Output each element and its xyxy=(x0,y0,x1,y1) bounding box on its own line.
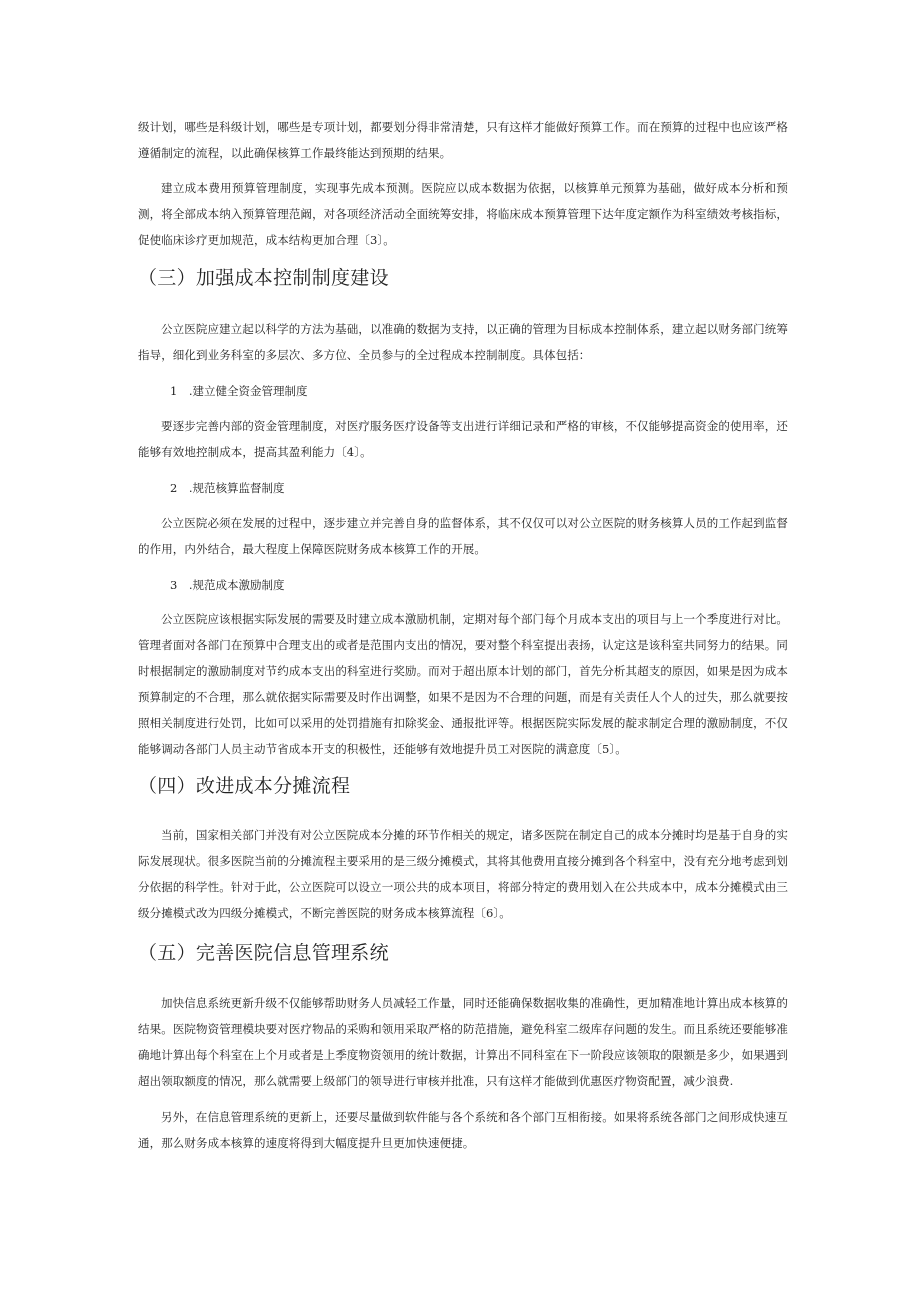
section-5 xyxy=(138,940,788,966)
continuation-paragraph-block xyxy=(138,114,788,166)
continuation-paragraph: 级计划，哪些是科级计划，哪些是专项计划，都要划分得非常清楚，只有这样才能做好预算工作。而在预算的过程中也应该严格遵循制定的流程，以此确保核算工作最终能达到预期的结果。 xyxy=(138,120,788,160)
section-4-title: （四）改进成本分摊流程 xyxy=(138,775,351,797)
item-3-text: 公立医院应该根据实际发展的需要及时建立成本激励机制，定期对每个部门每个月成本支出的项目与上一个季度进行对比。管理者面对各部门在预算中合理支出的或者是范围内支出的情况，要对整个科室提出表扬，认定这是该科室共同努力的结果。同时根据制定的激励制度对节约成本支出的科室进行奖励。而对于超出原本计划的部门，首先分析其超支的原因，如果是因为成本预算制定的不合理，那么就依据实际需要及时作出调整，如果不是因为不合理的问题，而是有关责任人个人的过失，那么就要按照相关制度进行处罚，比如可以采用的处罚措施有扣除奖金、通报批评等。根据医院实际发展的靛求制定合理的激励制度，不仅能够调动各部门人员主动节省成本开支的积极性，还能够有效地提升员工对医院的满意度〔5〕。 xyxy=(138,612,788,756)
item-2-text-block xyxy=(138,510,788,562)
item-1-heading-block xyxy=(138,381,788,401)
item-3-heading-block xyxy=(138,575,788,595)
item-1-heading: 1 .建立健全资金管理制度 xyxy=(170,384,308,398)
section-5-text1-block xyxy=(138,990,788,1094)
item-2-heading-block xyxy=(138,478,788,498)
item-1-text: 要逐步完善内部的资金管理制度，对医疗服务医疗设备等支出进行详细记录和严格的审核，不仅能够提高资金的使用率，还能够有效地控制成本，提高其盈利能力〔4〕。 xyxy=(138,419,788,459)
section-4-text: 当前，国家相关部门并没有对公立医院成本分摊的环节作相关的规定，诸多医院在制定自己的成本分摊时均是基于自身的实际发展现状。很多医院当前的分摊流程主要采用的是三级分摊模式，其将其他费用直接分摊到各个科室中，没有充分地考虑到划分依据的科学性。针对于此，公立医院可以设立一项公共的成本项目，将部分特定的费用划入在公共成本中，成本分摊模式由三级分摊模式改为四级分摊模式，不断完善医院的财务成本核算流程〔6〕。 xyxy=(138,828,788,920)
budget-paragraph: 建立成本费用预算管理制度，实现事先成本预测。医院应以成本数据为依据，以核算单元预算为基础，做好成本分析和预测，将全部成本纳入预算管理范阚，对各项经济活动全面统筹安排，将临床成本预算管理下达年度定额作为科室绩效考核指标，促使临床诊疗更加规范，成本结构更加合理〔3〕。 xyxy=(138,181,788,247)
section-4-text-block xyxy=(138,822,788,926)
section-4 xyxy=(138,773,788,799)
section-5-title: （五）完善医院信息管理系统 xyxy=(138,942,389,964)
section-3-title: （三）加强成本控制制度建设 xyxy=(138,267,389,289)
section-3-intro-block xyxy=(138,316,788,368)
budget-paragraph-block xyxy=(138,175,788,253)
section-5-text2-block xyxy=(138,1104,788,1156)
section-3 xyxy=(138,265,788,291)
section-5-text1: 加快信息系统更新升级不仅能够帮助财务人员减轻工作量，同时还能确保数据收集的准确性，更加精准地计算出成本核算的结果。医院物资管理模块要对医疗物品的采购和领用采取严格的防范措施，避免科室二级库存问题的发生。而且系统还要能够准确地计算出每个科室在上个月或者是上季度物资领用的统计数据，计算出不同科室在下一阶段应该领取的限额是多少，如果遇到超出领取额度的情况，那么就需要上级部门的领导进行审核并批准，只有这样才能做到优惠医疗物资配置，减少浪费. xyxy=(138,996,788,1088)
item-3-text-block xyxy=(138,606,788,762)
item-1-text-block xyxy=(138,413,788,465)
item-3-heading: 3 .规范成本激励制度 xyxy=(170,578,285,592)
section-3-intro: 公立医院应建立起以科学的方法为基础，以准确的数据为支持，以正确的管理为目标成本控制体系，建立起以财务部门统筹指导，细化到业务科室的多层次、多方位、全员参与的全过程成本控制制度。具体包括： xyxy=(138,322,788,362)
item-2-text: 公立医院必须在发展的过程中，逐步建立并完善自身的监督体系，其不仅仅可以对公立医院的财务核算人员的工作起到监督的作用，内外结合，最大程度上保障医院财务成本核算工作的开展。 xyxy=(138,516,788,556)
item-2-heading: 2 .规范核算监督制度 xyxy=(170,481,285,495)
section-5-text2: 另外，在信息管理系统的更新上，还要尽量做到软件能与各个系统和各个部门互相衔接。如果将系统各部门之间形成快速互通，那么财务成本核算的速度将得到大幅度提升旦更加快速便捷。 xyxy=(138,1110,788,1150)
